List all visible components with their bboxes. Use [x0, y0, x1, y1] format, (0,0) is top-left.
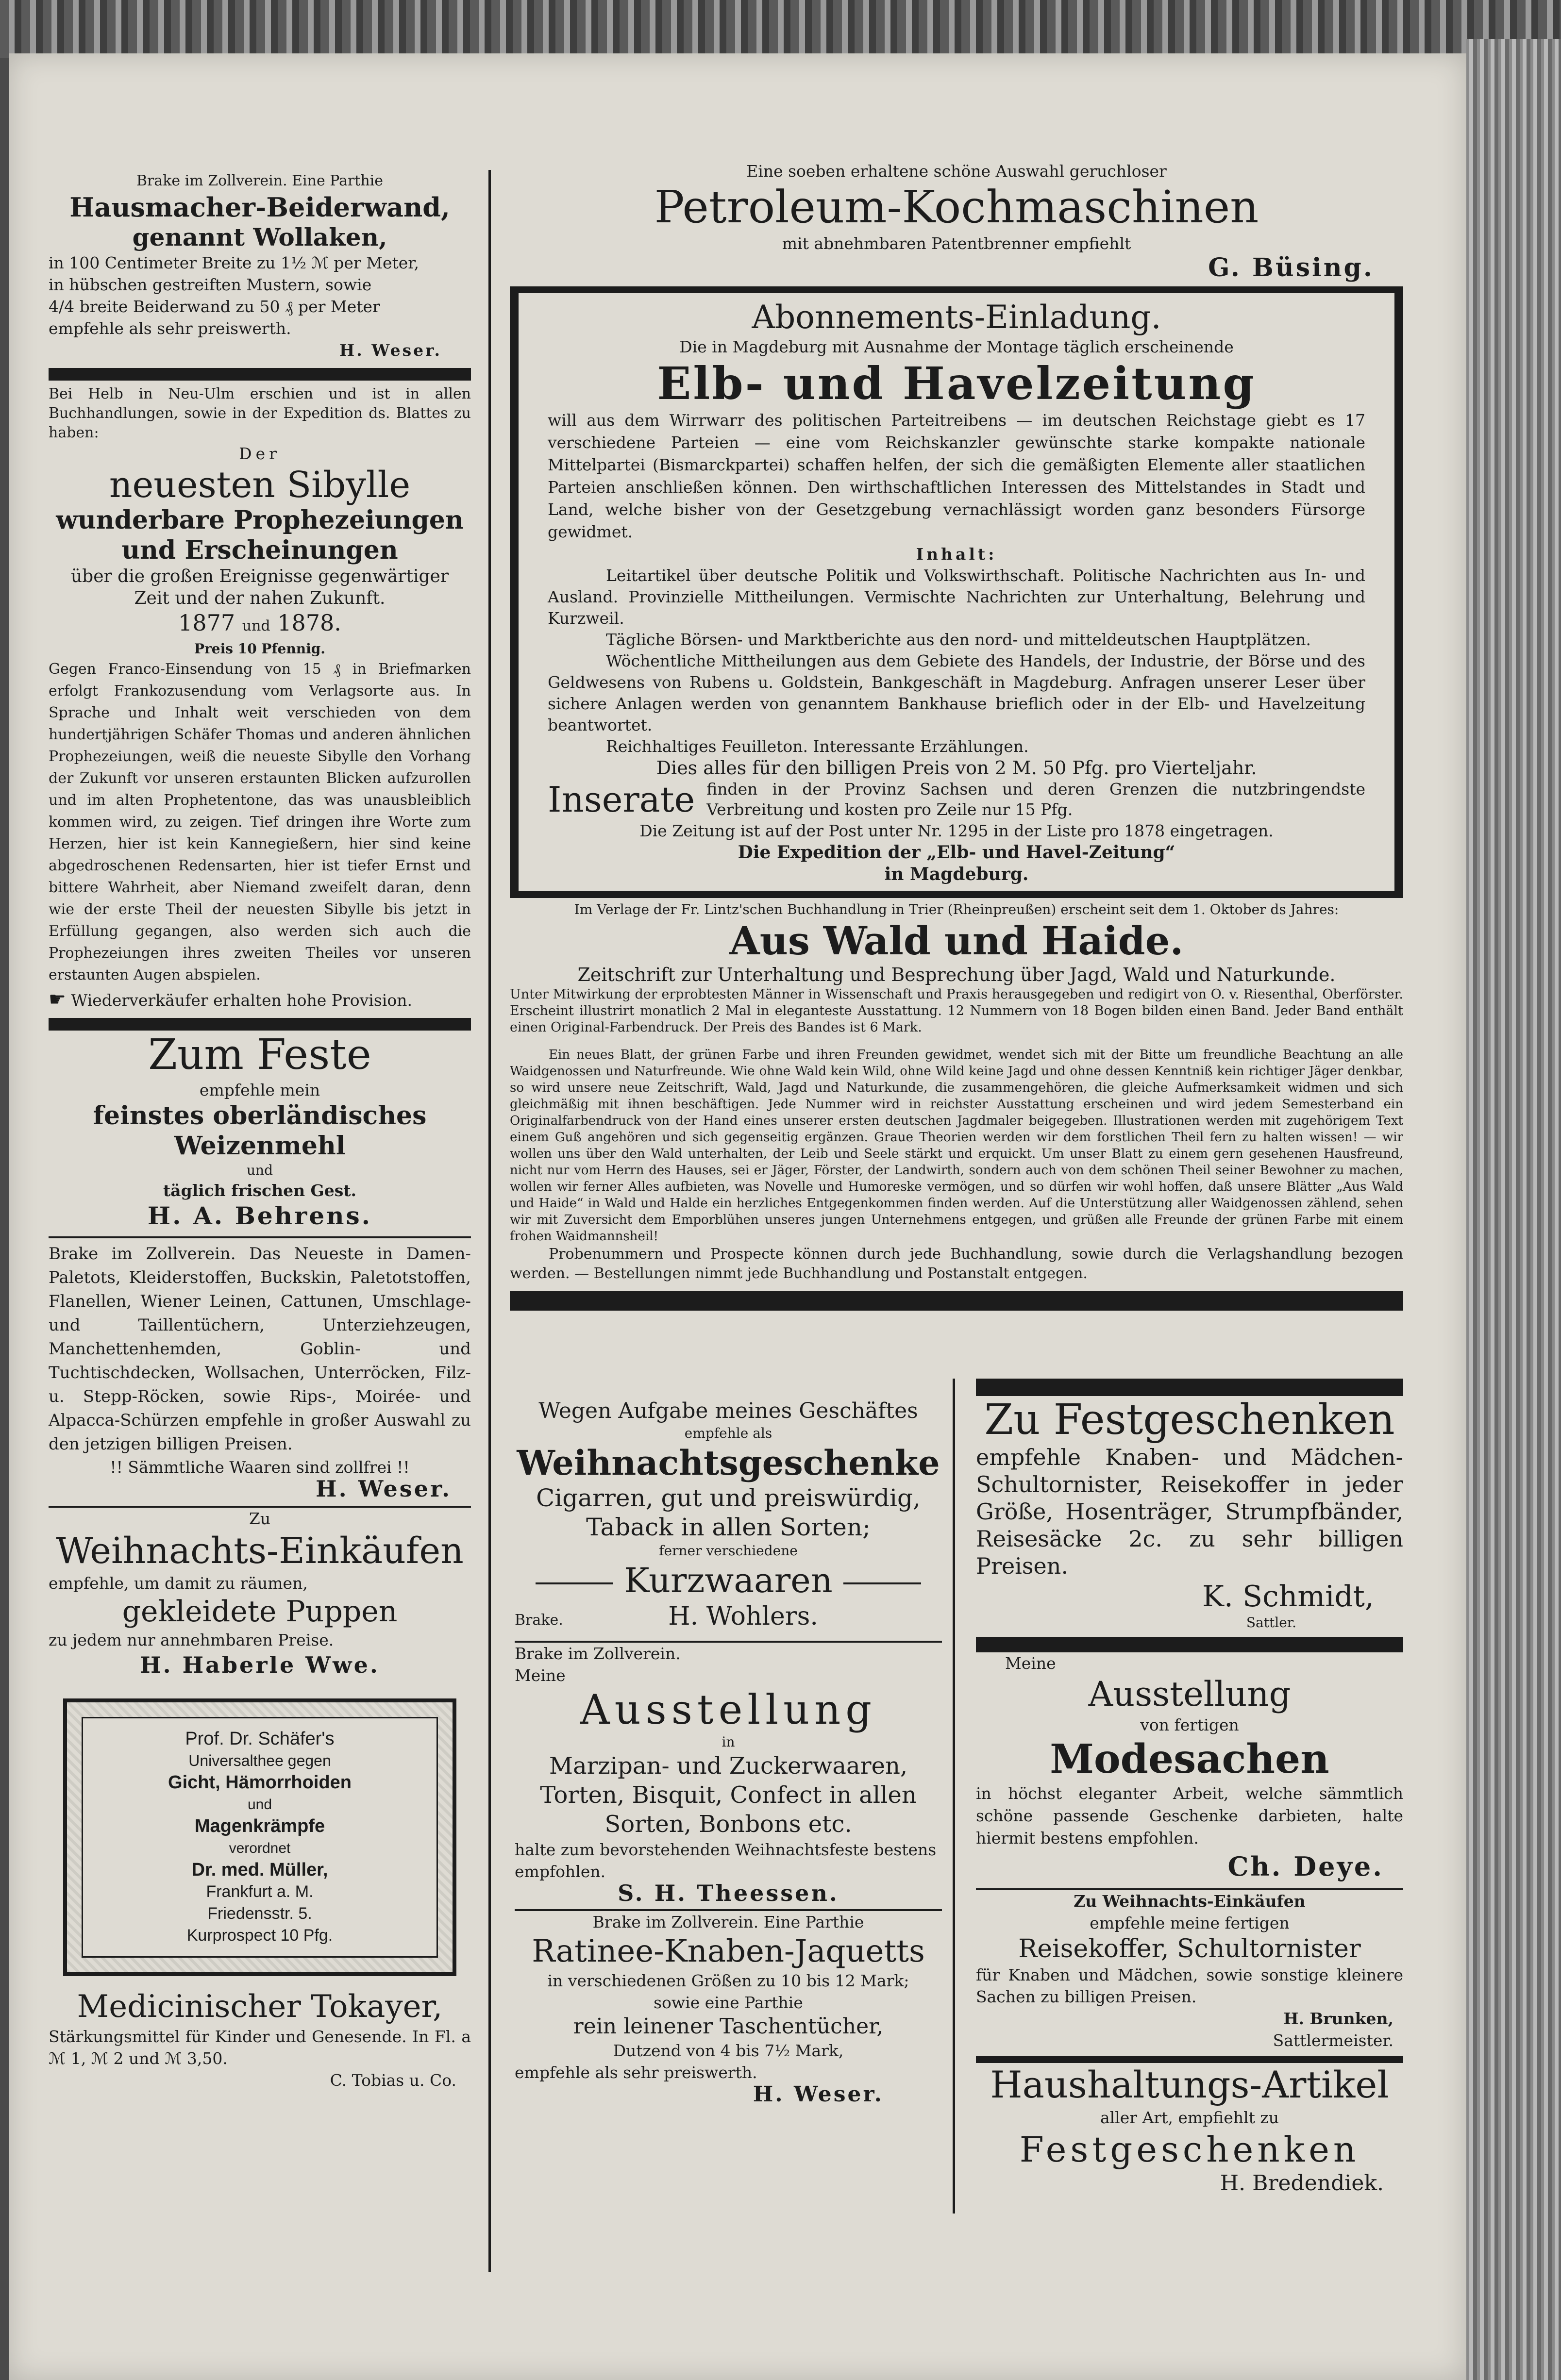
ad-line: Meine [515, 1666, 566, 1685]
ad-title: neuesten Sibylle [109, 464, 411, 506]
ad-body: empfehle Knaben- und Mädchen-Schultornister, Reisekoffer in jeder Größe, Hosenträger, Strumpfbänder, Reisesäcke 2c. zu sehr billigen Preisen. [976, 1444, 1403, 1579]
ad-title: Modesachen [1050, 1736, 1329, 1782]
right-column-lower-left [515, 1398, 942, 2105]
ad-line: verordnet [229, 1840, 291, 1856]
pointing-hand-icon: ☛ [49, 988, 66, 1011]
ad-signature: H. Haberle Wwe. [140, 1652, 380, 1678]
rule-left [536, 1582, 613, 1584]
ad-line: empfehle als sehr preiswerth. [515, 2063, 757, 2082]
ad-line: Dutzend von 4 bis 7½ Mark, [613, 2041, 844, 2060]
column-rule-lower [953, 1379, 955, 2214]
ad-line: mit abnehmbaren Patentbrenner empfiehlt [782, 234, 1131, 253]
ad-title: Reisekoffer, Schultornister [1018, 1934, 1361, 1964]
right-column-lower-right [976, 1379, 1403, 2197]
ad-line: in Magdeburg. [884, 864, 1029, 884]
ad-line: Die in Magdeburg mit Ausnahme der Montage täglich erscheinende [679, 337, 1234, 356]
ad-tokayer [49, 1988, 471, 2091]
ad-line: in 100 Centimeter Breite zu 1½ ℳ per Meter, [49, 253, 419, 272]
ad-body: Stärkungsmittel für Kinder und Genesende. In Fl. a ℳ 1, ℳ 2 und ℳ 3,50. [49, 2027, 471, 2068]
ad-line: Zu [249, 1509, 271, 1528]
ad-body: Tägliche Börsen- und Marktberichte aus den nord- und mitteldeutschen Hauptplätzen. [606, 630, 1311, 649]
ad-subtitle: genannt Wollaken, [132, 223, 387, 251]
ad-bredendiek [976, 2063, 1403, 2197]
ad-body: Reichhaltiges Feuilleton. Interessante Erzählungen. [606, 737, 1029, 756]
ad-line: über die großen Ereignisse gegenwärtiger [70, 566, 449, 586]
section-bar [976, 2056, 1403, 2063]
ad-title: Zu Festgeschenken [984, 1396, 1395, 1444]
ad-line: Universalthee gegen [188, 1752, 331, 1769]
ad-line: Frankfurt a. M. [206, 1882, 314, 1901]
right-column-top [510, 160, 1403, 1311]
ad-line: Zu Weihnachts-Einkäufen [1074, 1892, 1306, 1911]
year-1877: 1877 [178, 610, 235, 636]
ad-place: Brake. [515, 1612, 563, 1629]
ad-body: Leitartikel über deutsche Politik und Volkswirthschaft. Politische Nachrichten aus In- und Ausland. Provinzielle Mittheilungen. Vermischte Nachrichten zur Unterhaltung, Belehrung und Kurzweil. [548, 566, 1365, 628]
ad-line: Taback in allen Sorten; [586, 1513, 871, 1541]
ad-schaefer [63, 1698, 456, 1976]
section-bar [976, 1637, 1403, 1652]
ad-line: halte zum bevorstehenden Weihnachtsfeste bestens empfohlen. [515, 1840, 937, 1881]
ad-schaefer-inner [82, 1717, 438, 1958]
ad-line: Die Expedition der „Elb- und Havel-Zeitung“ [738, 842, 1175, 863]
ad-line: Zeit und der nahen Zukunft. [134, 588, 386, 608]
ad-line: Brake im Zollverein. Eine Parthie [592, 1913, 864, 1931]
ad-title: wunderbare Prophezeiungen [56, 505, 464, 535]
ad-title: Abonnements-Einladung. [752, 299, 1161, 336]
ad-title: Festgeschenken [1019, 2129, 1360, 2170]
ad-signature: K. Schmidt, [1202, 1580, 1374, 1614]
ad-wohlers [515, 1398, 942, 1636]
ad-line: empfehle, um damit zu räumen, [49, 1574, 308, 1593]
ad-signature: G. Büsing. [1208, 253, 1374, 283]
ad-line: Friedensstr. 5. [207, 1904, 312, 1923]
ad-signature: Ch. Deye. [1227, 1851, 1384, 1882]
ad-signature: H. A. Behrens. [147, 1201, 372, 1230]
ad-deye [976, 1652, 1403, 1883]
ad-line: Marzipan- und Zuckerwaaren, [549, 1752, 908, 1780]
ad-beiderwand [49, 170, 471, 361]
ad-schmidt [976, 1396, 1403, 1632]
ad-title: gekleidete Puppen [122, 1595, 398, 1629]
ad-line: Torten, Bisquit, Confect in allen [540, 1781, 917, 1809]
ad-line: ferner verschiedene [659, 1543, 798, 1559]
ad-signature: H. Bredendiek. [1220, 2171, 1384, 2196]
ad-signature: C. Tobias u. Co. [330, 2071, 456, 2090]
ad-brunken [976, 1890, 1403, 2051]
book-binding [1466, 39, 1561, 2380]
ad-line: täglich frischen Gest. [163, 1181, 357, 1200]
ad-theessen [515, 1643, 942, 1904]
column-rule-left [488, 170, 491, 2272]
ad-title: Ausstellung [580, 1686, 877, 1733]
ad-line: Kurprospect 10 Pfg. [186, 1926, 333, 1945]
ad-line: Sorten, Bonbons etc. [604, 1811, 852, 1838]
year-und: und [242, 617, 270, 634]
ad-wald-haide [510, 901, 1403, 1283]
ad-abonnement [510, 286, 1403, 898]
ad-title: Petroleum-Kochmaschinen [654, 181, 1259, 233]
ad-line: sowie eine Parthie [654, 1993, 803, 2012]
ad-line: in [722, 1734, 735, 1750]
rule-right [843, 1582, 921, 1584]
ad-resellers [49, 989, 471, 1011]
ad-body: Brake im Zollverein. Das Neueste in Damen-Paletots, Kleiderstoffen, Buckskin, Paletotstoffen, Flanellen, Wiener Leinen, Cattunen, Umschlage- und Taillentüchern, Unterziehzeugen, Manchettenhemden, Goblin- und Tuchtischdecken, Wollsachen, Unterröcken, Filz- u. Stepp-Röcken, sowie Rips-, Moirée- und Alpacca-Schürzen empfehle in großer Auswahl zu den jetzigen billigen Preisen. [49, 1244, 471, 1454]
ad-years [49, 609, 471, 640]
ad-line: Meine [1005, 1654, 1056, 1673]
ad-signature: H. Weser. [316, 1476, 452, 1502]
ad-signature: S. H. Theessen. [618, 1880, 839, 1906]
ad-body: will aus dem Wirrwarr des politischen Parteitreibens — im deutschen Reichstage giebt es 17 verschiedene Parteien — eine vom Reichskanzler gewünschte starke kompakte nationale Mittelpartei (Bismarckpartei) schaffen helfen, der sich die gemäßigten Elemente aller staatlichen Parteien anschließen können. Den wirthschaftlichen Interessen des Mittelstandes in Stadt und Land, welche bisher von der Gesetzgebung vernachlässigt worden ganz besonders Fürsorge gewidmet. [548, 411, 1365, 541]
ad-line: empfehle mein [199, 1081, 320, 1099]
section-rule [49, 1236, 471, 1238]
ad-sibylle [49, 384, 471, 1011]
ad-inserate-row [548, 779, 1365, 820]
ad-line: Prof. Dr. Schäfer's [185, 1729, 335, 1749]
ad-line: in hübschen gestreiften Mustern, sowie [49, 275, 372, 294]
section-bar [976, 1379, 1403, 1396]
ad-signature-row [515, 1601, 942, 1636]
section-bar [510, 1291, 1403, 1311]
ad-body: Probenummern und Prospecte können durch jede Buchhandlung, sowie durch die Verlagshandlung bezogen werden. — Bestellungen nimmt jede Buchhandlung und Postanstalt entgegen. [510, 1246, 1403, 1282]
ad-line: empfehle als [684, 1425, 772, 1441]
ad-line: Brake im Zollverein. [515, 1644, 681, 1663]
ad-line: von fertigen [1140, 1715, 1239, 1734]
ad-body: Gegen Franco-Einsendung von 15 ₰ in Briefmarken erfolgt Frankozusendung vom Verlagsorte aus. In Sprache und Inhalt weit verschieden von dem hundertjährigen Schäfer Thomas und anderen ähnlichen Prophezeiungen, weiß die neueste Sibylle den Vorhang der Zukunft vor unseren erstaunten Blicken aufzurollen und im alten Prophetentone, das was unausbleiblich kommen wird, zu zeigen. Tief dringen ihre Worte zum Herzen, hier ist kein Kannegießern, hier sind keine abgedroschenen Redensarten, hier ist tiefer Ernst und bittere Wahrheit, aber Niemand zweifelt daran, denn wie der erste Theil der neuesten Sibylle bis jetzt in Erfüllung gegangen, also werden sich auch die Prophezeiungen ihres zweiten Theiles vor unseren erstaunten Augen abspielen. [49, 661, 471, 983]
ad-section-label: Inhalt: [916, 545, 997, 564]
ad-line: Magenkrämpfe [194, 1816, 325, 1836]
ad-jaquetts [515, 1911, 942, 2105]
ad-title: Medicinischer Tokayer, [77, 1989, 443, 2025]
ad-title: Weihnachtsgeschenke [517, 1443, 940, 1483]
ad-line: und [247, 1162, 273, 1178]
section-bar [49, 368, 471, 381]
ad-body: in höchst eleganter Arbeit, welche sämmtlich schöne passende Geschenke darbieten, halte hiermit bestens empfohlen. [976, 1784, 1403, 1847]
section-bar [49, 1018, 471, 1031]
ad-signature: H. Brunken, [1283, 2009, 1393, 2028]
ad-line: empfehle als sehr preiswerth. [49, 319, 291, 338]
ad-line: Eine soeben erhaltene schöne Auswahl geruchloser [746, 162, 1167, 181]
ad-line: 4/4 breite Beiderwand zu 50 ₰ per Meter [49, 297, 380, 316]
ad-line: Wegen Aufgabe meines Geschäftes [538, 1398, 918, 1423]
ad-resellers-text: Wiederverkäufer erhalten hohe Provision. [71, 991, 412, 1010]
year-1878: 1878. [277, 610, 341, 636]
ad-subtitle: Zeitschrift zur Unterhaltung und Besprechung über Jagd, Wald und Naturkunde. [577, 964, 1336, 985]
left-column [49, 170, 471, 2091]
ad-body: Ein neues Blatt, der grünen Farbe und ihren Freunden gewidmet, wendet sich mit der Bitte um freundliche Beachtung an alle Waidgenossen und Naturfreunde. Wie ohne Wald kein Wild, ohne Wild keine Jagd und ohne dessen Kenntniß kein richtiger Jäger denkbar, so wird unsere neue Zeitschrift, Wald, Jagd und Naturkunde, die zusammengehören, die gleiche Aufmerksamkeit widmen und sich gleichmäßig mit ihnen beschäftigen. Jede Nummer wird in reichster Ausstattung erscheinen und wird jedem Semesterband ein Originalfarbendruck von der Hand eines unserer ersten deutschen Jagdmaler beigegeben. Illustrationen werden mit zugehörigem Text einem Guß angehören und sich gegenseitig ergänzen. Graue Theorien werden wir dem forstlichen Theil fern zu halten wissen! — wir wollen uns über den Wald unterhalten, der Leib und Seele stärkt und erquickt. Um unser Blatt zu einem gern gesehenen Hausfreund, nicht nur vom Herrn des Hauses, sei er Jäger, Förster, der Landwirth, sondern auch von dem schönen Theil seiner Bewohner zu machen, wollen wir ferner Alles aufbieten, was Novelle und Humoreske vermögen, und so dürfen wir wohl hoffen, daß unsere Blätter „Aus Wald und Haide“ in Wald und Halde ein herzliches Entgegenkommen finden werden. Auf die Unterstützung aller Waidgenossen zählend, sehen wir mit Zuversicht dem Emporblühen unseres jungen Unternehmens entgegen, und grüßen alle Freunde der grünen Farbe mit einem frohen Waidmannsheil! [510, 1048, 1403, 1244]
ad-line: zu jedem nur annehmbaren Preise. [49, 1631, 334, 1649]
ad-title: und Erscheinungen [121, 535, 398, 565]
ad-line: Brake im Zollverein. Eine Parthie [136, 172, 384, 189]
ad-line: und [247, 1797, 272, 1813]
ad-puppen [49, 1508, 471, 1679]
ad-body: Unter Mitwirkung der erprobtesten Männer in Wissenschaft und Praxis herausgegeben und redigirt von O. v. Riesenthal, Oberförster. Erscheint illustrirt monatlich 2 Mal in eleganteste Ausstattung. 12 Nummern von 18 Bogen bilden einen Band. Jeder Band enthält einen Original-Farbendruck. Der Preis des Bandes ist 6 Mark. [510, 987, 1403, 1035]
ad-intro: Im Verlage der Fr. Lintz'schen Buchhandlung in Trier (Rheinpreußen) erscheint seit dem 1. Oktober ds Jahres: [574, 901, 1339, 917]
ad-line: Der [239, 444, 281, 463]
ad-petroleum [510, 160, 1403, 282]
ad-damen [49, 1242, 471, 1500]
ad-inserate-label: Inserate [548, 779, 695, 820]
ad-line: empfehle meine fertigen [1090, 1914, 1290, 1932]
ad-title [515, 1560, 942, 1601]
ad-signature: H. Wohlers. [668, 1602, 818, 1631]
ad-body: für Knaben und Mädchen, sowie sonstige kleinere Sachen zu billigen Preisen. [976, 1965, 1403, 2006]
ad-signature: H. Weser. [339, 341, 442, 360]
ad-price: Dies alles für den billigen Preis von 2 M. 50 Pfg. pro Vierteljahr. [656, 757, 1257, 779]
ad-line: Gicht, Hämorrhoiden [168, 1772, 352, 1793]
ad-role: Sattlermeister. [1273, 2031, 1393, 2050]
ad-line: Dr. med. Müller, [191, 1860, 328, 1880]
ad-role: Sattler. [1246, 1614, 1296, 1631]
ad-line: Cigarren, gut und preiswürdig, [536, 1484, 921, 1512]
ad-price: Preis 10 Pfennig. [194, 641, 326, 657]
ad-line: in verschiedenen Größen zu 10 bis 12 Mark; [547, 1971, 909, 1990]
newspaper-name: Elb- und Havelzeitung [657, 357, 1256, 410]
ad-line: aller Art, empfiehlt zu [1100, 2108, 1279, 2127]
ad-note: !! Sämmtliche Waaren sind zollfrei !! [110, 1458, 410, 1477]
book-top-edge [0, 0, 1561, 58]
ad-title: feinstes oberländisches [93, 1101, 427, 1131]
ad-title: Hausmacher-Beiderwand, [69, 192, 450, 223]
ad-title: Weihnachts-Einkäufen [56, 1530, 464, 1572]
ad-feste [49, 1031, 471, 1231]
ad-title: Aus Wald und Haide. [729, 918, 1184, 964]
ad-intro: Bei Helb in Neu-Ulm erschien und ist in allen Buchhandlungen, sowie in der Expedition ds. Blattes zu haben: [49, 385, 471, 441]
ad-title: Haushaltungs-Artikel [990, 2063, 1389, 2106]
ad-inserate-text: finden in der Provinz Sachsen und deren Grenzen die nutzbringendste Verbreitung und kosten pro Zeile nur 15 Pfg. [706, 780, 1365, 819]
ad-title: Zum Feste [148, 1031, 371, 1079]
ad-line: Die Zeitung ist auf der Post unter Nr. 1295 in der Liste pro 1878 eingetragen. [639, 821, 1274, 840]
ad-line: rein leinener Taschentücher, [573, 2014, 884, 2039]
ad-title: Weizenmehl [174, 1131, 346, 1161]
ad-title: Ratinee-Knaben-Jaquetts [532, 1933, 925, 1969]
ad-signature: H. Weser. [753, 2082, 884, 2107]
ad-body: Wöchentliche Mittheilungen aus dem Gebiete des Handels, der Industrie, der Börse und des Geldwesens von Rubens u. Goldstein, Bankgeschäft in Magdeburg. Anfragen unserer Leser über sichere Anlagen werden von genanntem Bankhause brieflich oder in der Elb- und Havelzeitung beantwortet. [548, 651, 1365, 734]
ad-kurzwaaren: Kurzwaaren [624, 1561, 833, 1600]
ad-title: Ausstellung [1088, 1674, 1291, 1714]
